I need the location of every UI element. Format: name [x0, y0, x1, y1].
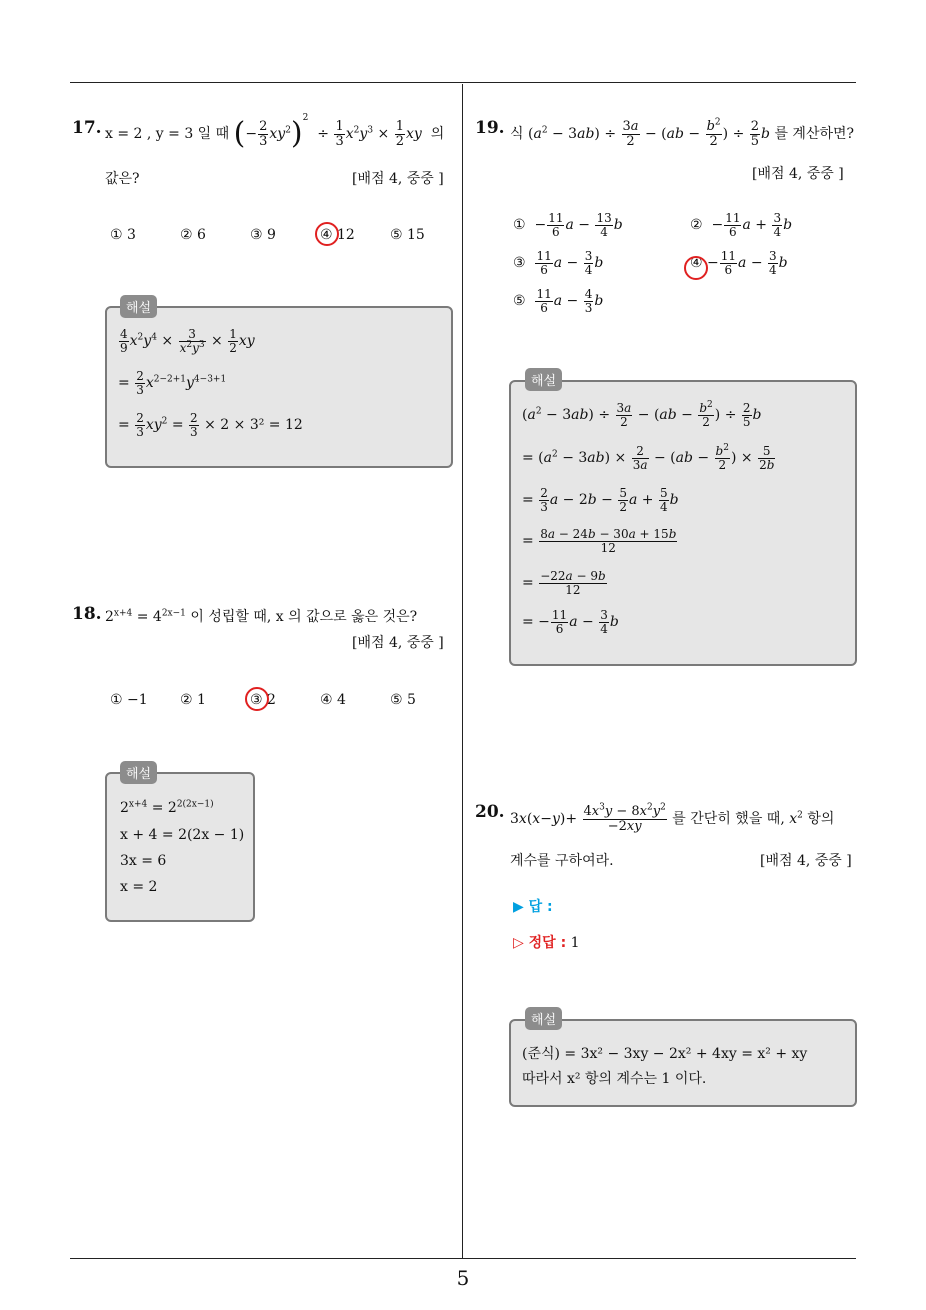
q18-choice-3[interactable]: ③ 2: [250, 692, 276, 708]
q20-solution-tag: 해설: [525, 1007, 562, 1030]
q18-sol-line2: x + 4 = 2(2x − 1): [120, 827, 245, 843]
q17-text-part2: 의: [430, 126, 445, 142]
q20-score: [배점 4, 중중 ]: [760, 853, 852, 869]
q19-sol-line3: = $\frac{2}{3}$ a − 2b − $\frac{5}{2}$ a + $\frac{5}{4}$ b: [522, 486, 679, 514]
q19-sol-line2: = $(a^2 - 3ab)$ × $\frac{2}{3a}$ − (ab − $\frac{b^2}{2}$ ) × $\frac{5}{2b}$: [522, 443, 775, 472]
q19-text-part1: 식: [510, 126, 524, 143]
q18-number: 18.: [72, 604, 102, 624]
q18-sol-line3: 3x = 6: [120, 853, 167, 869]
q19-sol-line6: = − $\frac{11}{6}$ a − $\frac{3}{4}$ b: [522, 608, 619, 636]
q20-solution-box: [509, 1019, 857, 1107]
q19-text-part2: 를 계산하면?: [774, 126, 855, 143]
q20-correct-label: [513, 932, 580, 952]
q19-solution-tag: 해설: [525, 368, 562, 391]
q18-solution-tag: 해설: [120, 761, 157, 784]
q17-sol3-pre: =: [118, 417, 135, 434]
q20-sol-line1: (준식) = 3x² − 3xy − 2x² + 4xy = x² + xy: [522, 1046, 808, 1062]
q19-sol-line1: $(a^2 - 3ab)$ ÷ $\frac{3a}{2}$ − (ab − $\frac{b^2}{2}$ ) ÷ $\frac{2}{5}$ b: [522, 400, 762, 429]
q17-text-line2: 값은?: [105, 171, 140, 187]
q19-choice-1[interactable]: ① − $\frac{11}{6}$ a − $\frac{13}{4}$ b: [513, 211, 623, 239]
q20-correct-tag: ▷ 정답 :: [513, 935, 567, 951]
page-number: 5: [456, 1266, 470, 1290]
q17-choice-3[interactable]: ③ 9: [250, 227, 276, 243]
q18-sol-line1: $2^{x+4} = 2^{2(2x-1)}$: [120, 799, 214, 816]
q19-choice-2[interactable]: ② − $\frac{11}{6}$ a + $\frac{3}{4}$ b: [690, 211, 793, 239]
q17-sol3-post: × 2 × 3² = 12: [204, 417, 303, 434]
q19-choice-5[interactable]: ⑤ $\frac{11}{6}$ a − $\frac{4}{3}$ b: [513, 287, 604, 315]
q19-choice-4[interactable]: ④ − $\frac{11}{6}$ a − $\frac{3}{4}$ b: [690, 249, 788, 277]
q17-text-line1: x = 2 , y = 3 일 때 (− $\frac{2}{3}$ $xy^2)^2$ ÷ $\frac{1}{3}$ $x^2y^3$ × $\frac{1}{2}$ xy 의: [105, 113, 445, 151]
q17-answer-marker: [315, 222, 339, 246]
q20-text-line2: 계수를 구하여라.: [510, 853, 614, 869]
q18-choice-5[interactable]: ⑤ 5: [390, 692, 416, 708]
q18-choice-1[interactable]: ① −1: [110, 692, 148, 708]
q18-text: 이 성립할 때, x 의 값으로 옳은 것은?: [190, 609, 418, 625]
q20-text-part1: 를 간단히 했을 때,: [672, 811, 785, 828]
q19-answer-marker: [684, 256, 708, 280]
q18-solution-box: [105, 772, 255, 922]
top-rule: [70, 82, 856, 83]
q19-score: [배점 4, 중중 ]: [752, 166, 844, 182]
q20-answer-label: ▶ 답 :: [513, 899, 553, 915]
q17-choice-4[interactable]: ④ 12: [320, 227, 355, 243]
q19-sol-line5: = $\frac{-22a - 9b}{12}$: [522, 569, 606, 597]
q20-text-part2: 항의: [807, 811, 835, 828]
q17-choice-5[interactable]: ⑤ 15: [390, 227, 425, 243]
column-divider: [462, 84, 463, 1258]
bottom-rule: [70, 1258, 856, 1259]
q17-sol-line2: = $\frac{2}{3}$ $x^{2-2+1}y^{4-3+1}$: [118, 369, 227, 397]
q19-number: 19.: [475, 118, 505, 138]
q18-text-line1: $2^{x+4} = 4^{2x-1}$ 이 성립할 때, x 의 값으로 옳은 것은?: [105, 608, 418, 625]
q17-choice-2[interactable]: ② 6: [180, 227, 206, 243]
q19-text-line1: 식 $(a^2 - 3ab)$ ÷ $\frac{3a}{2}$ − (ab − $\frac{b^2}{2}$ ) ÷ $\frac{2}{5}$ b 를 계산하면?: [510, 117, 855, 149]
q20-sol-line2: 따라서 x² 항의 계수는 1 이다.: [522, 1071, 707, 1087]
q20-correct-value: 1: [570, 935, 580, 951]
q17-sol-line3: = $\frac{2}{3}$ $xy^2$ = $\frac{2}{3}$ × 2 × 3² = 12: [118, 411, 303, 439]
q18-sol-line4: x = 2: [120, 879, 158, 895]
q17-choice-1[interactable]: ① 3: [110, 227, 136, 243]
q17-number: 17.: [72, 118, 102, 138]
q18-answer-marker: [245, 687, 269, 711]
q18-choice-2[interactable]: ② 1: [180, 692, 206, 708]
q19-sol-line4: = $\frac{8a - 24b - 30a + 15b}{12}$: [522, 527, 677, 555]
q20-text-line1: 3x(x−y)+ $\frac{4x^3y - 8x^2y^2}{-2xy}$ 를 간단히 했을 때, $x^2$ 항의: [510, 802, 835, 834]
q17-solution-tag: 해설: [120, 295, 157, 318]
q19-choice-3[interactable]: ③ $\frac{11}{6}$ a − $\frac{3}{4}$ b: [513, 249, 604, 277]
q17-sol-line1: $\frac{4}{9}$ $x^2y^4$ × $\frac{3}{x^2y^3}$ × $\frac{1}{2}$ xy: [120, 327, 255, 355]
q17-score: [배점 4, 중중 ]: [352, 171, 444, 187]
q18-choice-4[interactable]: ④ 4: [320, 692, 346, 708]
q20-number: 20.: [475, 802, 505, 822]
q18-score: [배점 4, 중중 ]: [352, 635, 444, 651]
q17-text-part1: x = 2 , y = 3 일 때: [105, 126, 230, 142]
